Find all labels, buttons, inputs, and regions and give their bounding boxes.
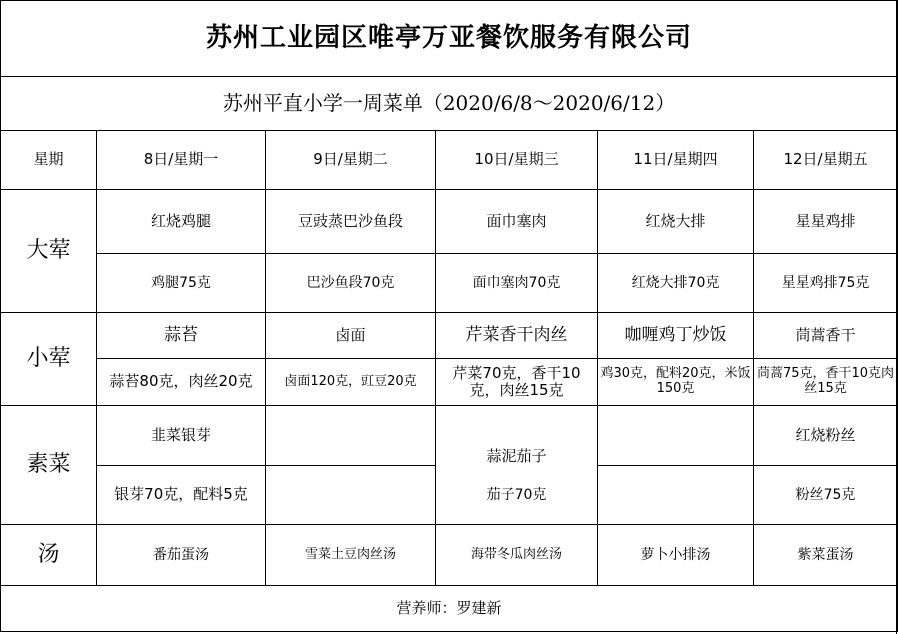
menu-title: 苏州平直小学一周菜单（2020/6/8～2020/6/12） [1, 77, 898, 131]
category-vegetable: 素菜 [1, 406, 97, 525]
day-header-tue: 9日/星期二 [266, 131, 436, 190]
side-amount-mon: 蒜苔80克，肉丝20克 [97, 359, 266, 406]
veg-amount-fri: 粉丝75克 [754, 466, 898, 525]
veg-dish-row [1, 406, 898, 466]
side-dish-thu: 咖喱鸡丁炒饭 [598, 313, 754, 359]
category-side-dish: 小荤 [1, 313, 97, 406]
main-amount-thu: 红烧大排70克 [598, 254, 754, 313]
main-dish-fri: 星星鸡排 [754, 190, 898, 254]
soup-row [1, 525, 898, 586]
nutritionist-note: 营养师：罗建新 [1, 586, 898, 632]
side-amount-wed: 芹菜70克，香干10克，肉丝15克 [436, 359, 598, 406]
veg-amount-tue [266, 466, 436, 525]
veg-dish-thu [598, 406, 754, 466]
footer-row [1, 586, 898, 632]
soup-wed: 海带冬瓜肉丝汤 [436, 525, 598, 586]
day-header-wed: 10日/星期三 [436, 131, 598, 190]
day-header-fri: 12日/星期五 [754, 131, 898, 190]
main-dish-row [1, 190, 898, 254]
main-dish-tue: 豆豉蒸巴沙鱼段 [266, 190, 436, 254]
main-dish-mon: 红烧鸡腿 [97, 190, 266, 254]
main-amount-fri: 星星鸡排75克 [754, 254, 898, 313]
side-dish-fri: 茼蒿香干 [754, 313, 898, 359]
main-dish-wed: 面巾塞肉 [436, 190, 598, 254]
veg-amount-thu [598, 466, 754, 525]
side-dish-row [1, 313, 898, 359]
day-header-thu: 11日/星期四 [598, 131, 754, 190]
side-amount-tue: 卤面120克，豇豆20克 [266, 359, 436, 406]
side-dish-mon: 蒜苔 [97, 313, 266, 359]
category-soup: 汤 [1, 525, 97, 586]
side-amount-thu: 鸡30克，配料20克，米饭150克 [598, 359, 754, 406]
category-main-dish: 大荤 [1, 190, 97, 313]
day-header-mon: 8日/星期一 [97, 131, 266, 190]
veg-dish-mon: 韭菜银芽 [97, 406, 266, 466]
soup-mon: 番茄蛋汤 [97, 525, 266, 586]
side-amount-fri: 茼蒿75克，香干10克肉丝15克 [754, 359, 898, 406]
main-amount-mon: 鸡腿75克 [97, 254, 266, 313]
soup-thu: 萝卜小排汤 [598, 525, 754, 586]
veg-dish-wed: 蒜泥茄子 [436, 406, 598, 466]
veg-amount-mon: 银芽70克，配料5克 [97, 466, 266, 525]
main-amount-tue: 巴沙鱼段70克 [266, 254, 436, 313]
main-dish-thu: 红烧大排 [598, 190, 754, 254]
side-amount-row [1, 359, 898, 406]
veg-amount-wed: 茄子70克 [436, 466, 598, 525]
weekday-header-label: 星期 [1, 131, 97, 190]
veg-dish-fri: 红烧粉丝 [754, 406, 898, 466]
veg-dish-tue [266, 406, 436, 466]
header-row [1, 131, 898, 190]
main-amount-wed: 面巾塞肉70克 [436, 254, 598, 313]
side-dish-tue: 卤面 [266, 313, 436, 359]
soup-tue: 雪菜土豆肉丝汤 [266, 525, 436, 586]
company-name: 苏州工业园区唯亭万亚餐饮服务有限公司 [1, 1, 898, 77]
side-dish-wed: 芹菜香干肉丝 [436, 313, 598, 359]
veg-amount-row [1, 466, 898, 525]
soup-fri: 紫菜蛋汤 [754, 525, 898, 586]
right-border-line [896, 0, 897, 634]
main-amount-row [1, 254, 898, 313]
